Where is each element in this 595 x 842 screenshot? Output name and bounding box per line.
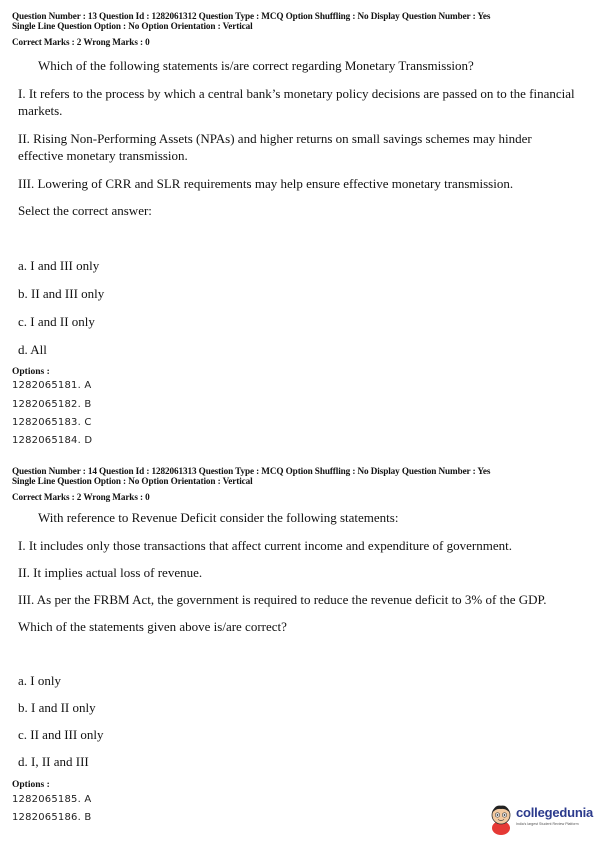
q14-choice-c: c. II and III only	[18, 727, 104, 742]
q13-choice-a: a. I and III only	[18, 258, 100, 273]
q13-choice-c: c. I and II only	[18, 314, 95, 329]
q13-choice-d: d. All	[18, 342, 47, 357]
q13-statement-3: III. Lowering of CRR and SLR requirements may help ensure effective monetary transmission.	[18, 176, 514, 191]
q14-option-id: 1282065186. B	[12, 812, 92, 823]
q13-choice-b: b. II and III only	[18, 286, 105, 301]
q13-statement-1: I. It refers to the process by which a central bank’s monetary policy decisions are passed on to the financial markets.	[18, 86, 575, 118]
q13-options-label: Options :	[12, 367, 50, 377]
q14-question-stem: With reference to Revenue Deficit consider the following statements:	[38, 510, 399, 525]
q14-meta-line1: Question Number : 14 Question Id : 1282061313 Question Type : MCQ Option Shuffling : No Display Question Number : Yes	[12, 466, 491, 476]
q14-option-id: 1282065185. A	[12, 794, 92, 805]
q14-prompt: Which of the statements given above is/are correct?	[18, 619, 287, 634]
logo-tagline: India's largest Student Review Platform	[516, 822, 579, 826]
q13-option-id: 1282065181. A	[12, 380, 92, 391]
logo-wordmark: collegedunia	[516, 805, 594, 820]
q13-option-id: 1282065182. B	[12, 399, 92, 410]
q13-option-id: 1282065184. D	[12, 435, 93, 446]
q13-meta-line2: Single Line Question Option : No Option Orientation : Vertical	[12, 21, 253, 31]
q13-meta-line1: Question Number : 13 Question Id : 1282061312 Question Type : MCQ Option Shuffling : No Display Question Number : Yes	[12, 11, 491, 21]
q14-meta-line2: Single Line Question Option : No Option Orientation : Vertical	[12, 476, 253, 486]
q14-marks: Correct Marks : 2 Wrong Marks : 0	[12, 492, 150, 502]
mascot-icon	[488, 802, 514, 836]
collegedunia-logo	[488, 802, 594, 836]
q13-marks: Correct Marks : 2 Wrong Marks : 0	[12, 37, 150, 47]
q13-statement-2: II. Rising Non-Performing Assets (NPAs) and higher returns on small savings schemes may hinder effective monetary transmission.	[18, 131, 532, 163]
q13-question-stem: Which of the following statements is/are correct regarding Monetary Transmission?	[38, 58, 474, 73]
q13-prompt: Select the correct answer:	[18, 203, 152, 218]
q14-choice-b: b. I and II only	[18, 700, 96, 715]
q14-choice-a: a. I only	[18, 673, 61, 688]
q14-statement-3: III. As per the FRBM Act, the government is required to reduce the revenue deficit to 3% of the GDP.	[18, 592, 547, 607]
q14-statement-1: I. It includes only those transactions that affect current income and expenditure of government.	[18, 538, 512, 553]
q14-choice-d: d. I, II and III	[18, 754, 89, 769]
q13-option-id: 1282065183. C	[12, 417, 92, 428]
q14-statement-2: II. It implies actual loss of revenue.	[18, 565, 203, 580]
q14-options-label: Options :	[12, 780, 50, 790]
